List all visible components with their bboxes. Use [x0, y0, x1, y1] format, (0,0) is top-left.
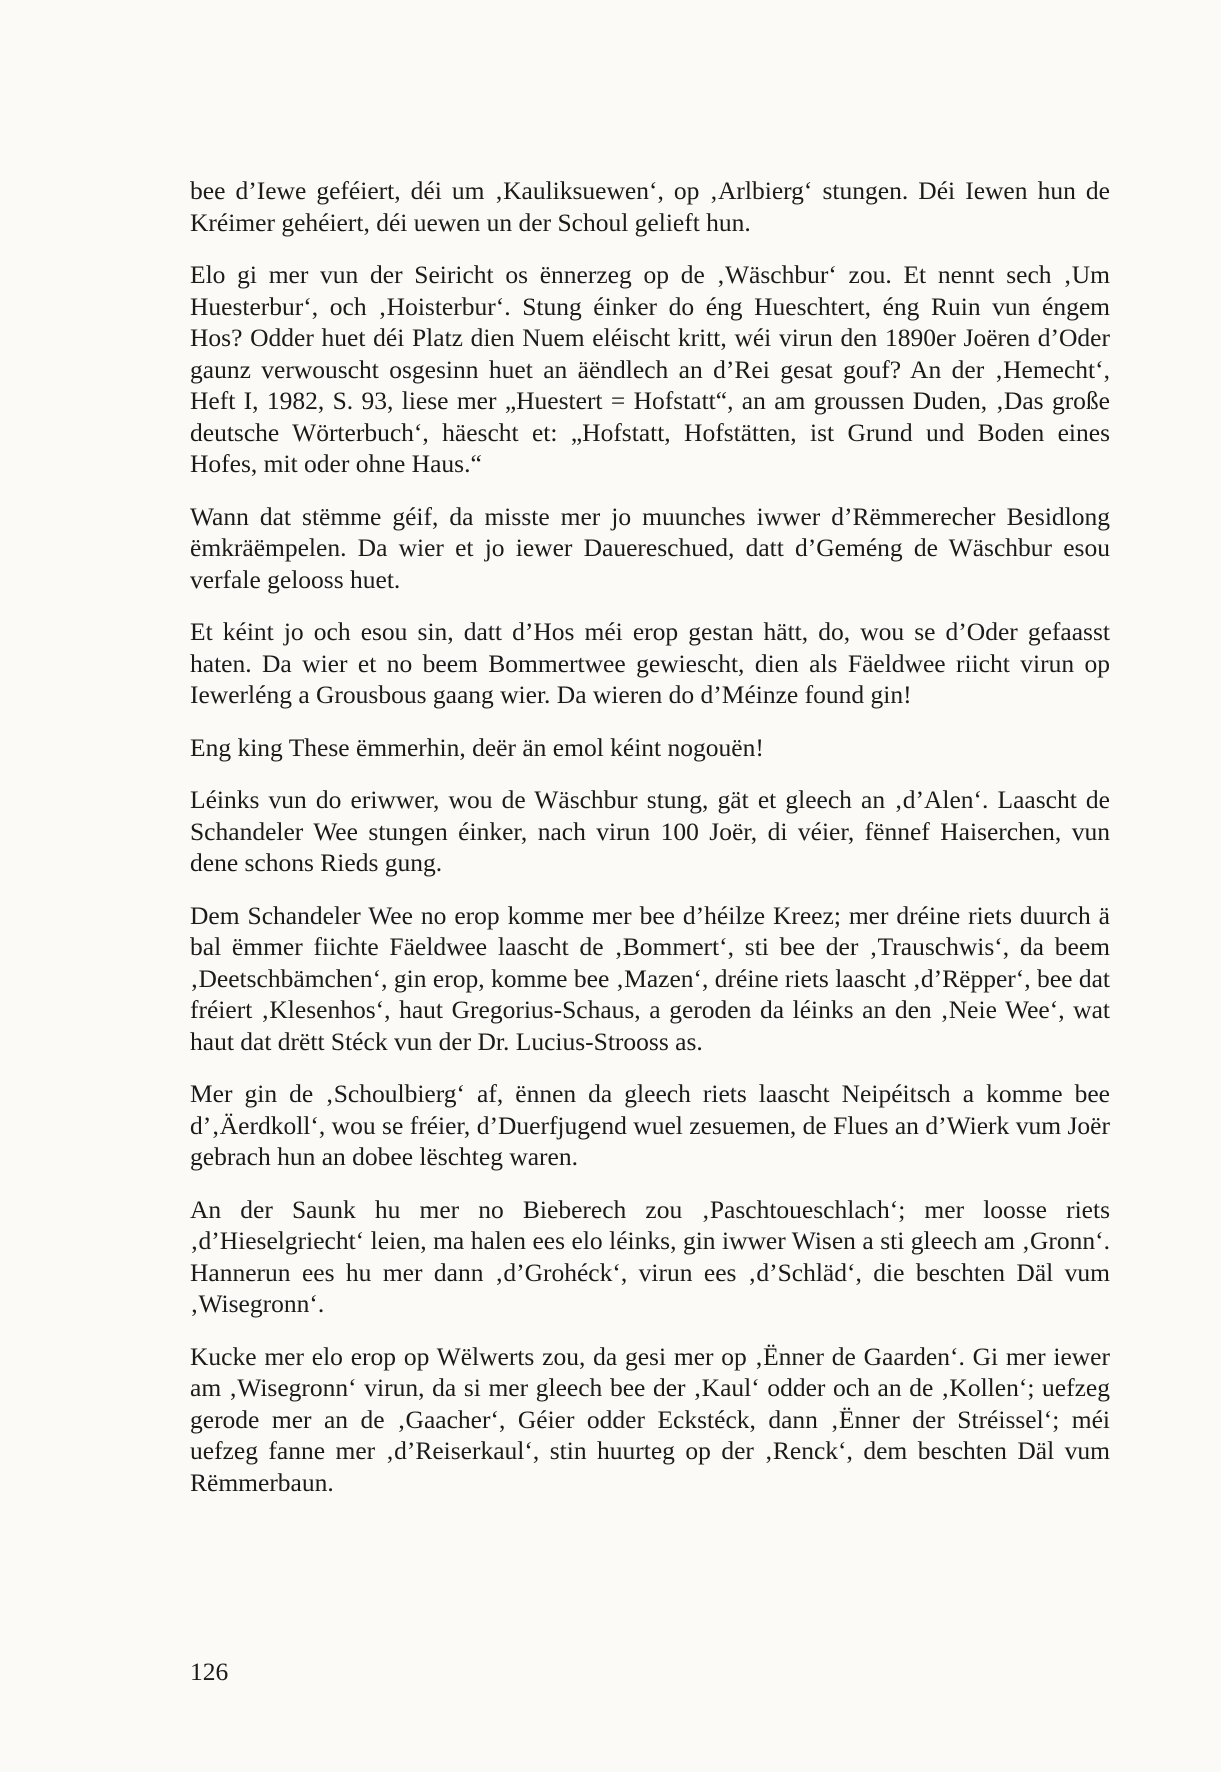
paragraph-3: Wann dat stëmme géif, da misste mer jo muunches iwwer d’Rëmmerecher Besidlong ëmkräëmpelen. Da wier et jo iewer Dauereschued, datt d’Geméng de Wäschbur esou verfale gelooss huet.: [190, 501, 1110, 594]
paragraph-6: Léinks vun do eriwwer, wou de Wäschbur stung, gät et gleech an ‚d’Alen‘. Laascht de Schandeler Wee stungen éinker, nach virun 100 Joër, di véier, fënnef Haiserchen, vun dene schons Rieds gung.: [190, 785, 1110, 877]
paragraph-2: Elo gi mer vun der Seiricht os ënnerzeg op de ‚Wäschbur‘ zou. Et nennt sech ‚Um Huesterbur‘, och ‚Hoisterbur‘. Stung éinker do éng Hueschtert, éng Ruin vun éngem Hos? Odder huet déi Platz dien Nuem eléischt kritt, wéi virun den 1890er Joëren d’Oder gaunz verwouscht osgesinn huet an äëndlech an d’Rei gesat gouf? An der ‚Hemecht‘, Heft I, 1982, S. 93, liese mer „Huestert = Hofstatt“, an am groussen Duden, ‚Das große deutsche Wörterbuch‘, häescht et: „Hofstatt, Hofstätten, ist Grund und Boden eines Hofes, mit oder ohne Haus.“: [190, 260, 1110, 478]
paragraph-9: An der Saunk hu mer no Bieberech zou ‚Paschtoueschlach‘; mer loosse riets ‚d’Hieselgriecht‘ leien, ma halen ees elo léinks, gin iwwer Wisen a sti gleech am ‚Gronn‘. Hannerun ees hu mer dann ‚d’Grohéck‘, virun ees ‚d’Schläd‘, die beschten Däl vum ‚Wisegronn‘.: [190, 1194, 1110, 1318]
paragraph-10: Kucke mer elo erop op Wëlwerts zou, da gesi mer op ‚Ënner de Gaarden‘. Gi mer iewer am ‚Wisegronn‘ virun, da si mer gleech bee der ‚Kaul‘ odder och an de ‚Kollen‘; uefzeg gerode mer an de ‚Gaacher‘, Géier odder Eckstéck, dann ‚Ënner der Stréissel‘; méi uefzeg fanne mer ‚d’Reiserkaul‘, stin huurteg op der ‚Renck‘, dem beschten Däl vum Rëmmerbaun.: [190, 1341, 1110, 1497]
page-number: 126: [190, 1657, 229, 1686]
paragraph-5: Eng king These ëmmerhin, deër än emol kéint nogouën!: [190, 732, 764, 762]
paragraph-4: Et kéint jo och esou sin, datt d’Hos méi erop gestan hätt, do, wou se d’Oder gefaasst haten. Da wier et no beem Bommertwee gewiescht, dien als Fäeldwee riicht virun op Iewerléng a Grousbous gaang wier. Da wieren do d’Méinze found gin!: [190, 617, 1110, 709]
body-text: [190, 175, 1110, 1519]
paragraph-1: bee d’Iewe geféiert, déi um ‚Kauliksuewen‘, op ‚Arlbierg‘ stungen. Déi Iewen hun de Kréimer gehéiert, déi uewen un der Schoul gelieft hun.: [190, 176, 1110, 237]
paragraph-8: Mer gin de ‚Schoulbierg‘ af, ënnen da gleech riets laascht Neipéitsch a komme bee d’‚Äerdkoll‘, wou se fréier, d’Duerfjugend wuel zesuemen, de Flues an d’Wierk vum Joër gebrach hun an dobee lëschteg waren.: [190, 1079, 1110, 1171]
paragraph-7: Dem Schandeler Wee no erop komme mer bee d’héilze Kreez; mer dréine riets duurch ä bal ëmmer fiichte Fäeldwee laascht de ‚Bommert‘, sti bee der ‚Trauschwis‘, da beem ‚Deetschbämchen‘, gin erop, komme bee ‚Mazen‘, dréine riets laascht ‚d’Rëpper‘, bee dat fréiert ‚Klesenhos‘, haut Gregorius-Schaus, a geroden da léinks an den ‚Neie Wee‘, wat haut dat drëtt Stéck vun der Dr. Lucius-Strooss as.: [190, 900, 1110, 1056]
